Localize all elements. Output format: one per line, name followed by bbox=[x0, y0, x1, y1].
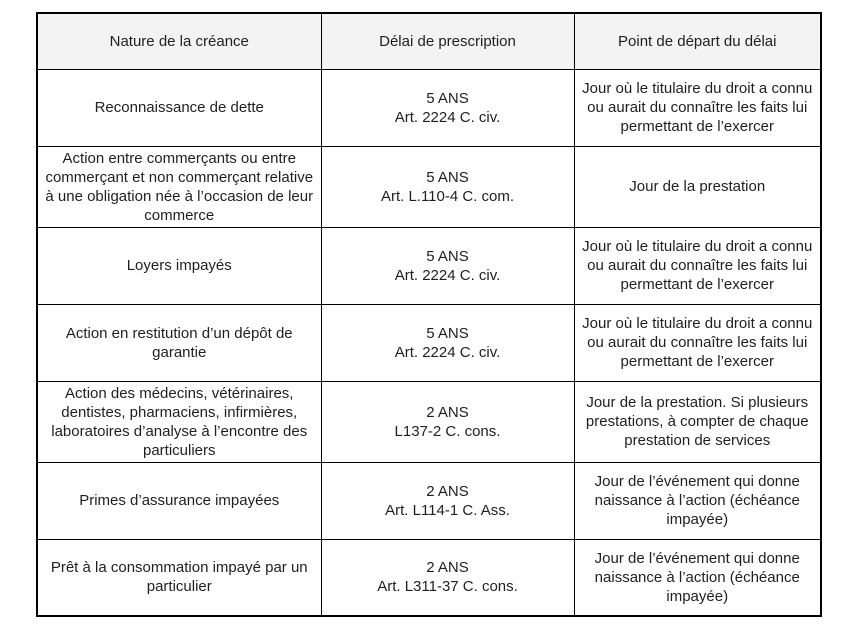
table-header bbox=[37, 13, 821, 69]
delai-duration: 5 ANS bbox=[426, 324, 469, 342]
cell-delai-de-prescription bbox=[321, 69, 574, 146]
table-row bbox=[37, 539, 821, 616]
delai-duration: 5 ANS bbox=[426, 89, 469, 107]
cell-point-de-depart: Jour de l’événement qui donne naissance à l’action (échéance impayée) bbox=[574, 539, 821, 616]
delai-article-reference: L137-2 C. cons. bbox=[394, 422, 501, 440]
header-row bbox=[37, 13, 821, 69]
cell-delai-de-prescription bbox=[321, 227, 574, 304]
delai-duration: 2 ANS bbox=[426, 403, 469, 421]
table-row bbox=[37, 146, 821, 227]
delai-article-reference: Art. 2224 C. civ. bbox=[394, 108, 501, 126]
prescription-table bbox=[36, 12, 822, 617]
delai-duration: 2 ANS bbox=[426, 559, 469, 577]
cell-nature-de-la-creance: Action des médecins, vétérinaires, dentistes, pharmaciens, infirmières, laboratoires d’analyse à l’encontre des particuliers bbox=[37, 381, 321, 462]
cell-delai-de-prescription bbox=[321, 539, 574, 616]
cell-point-de-depart: Jour où le titulaire du droit a connu ou aurait du connaître les faits lui permettant de l’exercer bbox=[574, 227, 821, 304]
cell-nature-de-la-creance: Reconnaissance de dette bbox=[37, 69, 321, 146]
delai-duration: 2 ANS bbox=[426, 482, 469, 500]
cell-nature-de-la-creance: Prêt à la consommation impayé par un particulier bbox=[37, 539, 321, 616]
cell-delai-de-prescription bbox=[321, 304, 574, 381]
delai-article-reference: Art. 2224 C. civ. bbox=[394, 343, 501, 361]
table-row bbox=[37, 69, 821, 146]
cell-nature-de-la-creance: Loyers impayés bbox=[37, 227, 321, 304]
header-nature-de-la-creance: Nature de la créance bbox=[37, 13, 321, 69]
cell-point-de-depart: Jour de la prestation. Si plusieurs prestations, à compter de chaque prestation de services bbox=[574, 381, 821, 462]
header-point-de-depart-du-delai: Point de départ du délai bbox=[574, 13, 821, 69]
delai-article-reference: Art. 2224 C. civ. bbox=[394, 266, 501, 284]
table-row bbox=[37, 462, 821, 539]
table-row bbox=[37, 381, 821, 462]
cell-delai-de-prescription bbox=[321, 462, 574, 539]
delai-duration: 5 ANS bbox=[426, 247, 469, 265]
table-row bbox=[37, 304, 821, 381]
cell-point-de-depart: Jour de l’événement qui donne naissance à l’action (échéance impayée) bbox=[574, 462, 821, 539]
cell-nature-de-la-creance: Action en restitution d’un dépôt de garantie bbox=[37, 304, 321, 381]
cell-delai-de-prescription bbox=[321, 146, 574, 227]
delai-article-reference: Art. L.110-4 C. com. bbox=[380, 187, 515, 205]
table-row bbox=[37, 227, 821, 304]
cell-point-de-depart: Jour où le titulaire du droit a connu ou aurait du connaître les faits lui permettant de l’exercer bbox=[574, 304, 821, 381]
header-delai-de-prescription: Délai de prescription bbox=[321, 13, 574, 69]
cell-point-de-depart: Jour où le titulaire du droit a connu ou aurait du connaître les faits lui permettant de l’exercer bbox=[574, 69, 821, 146]
table-body bbox=[37, 69, 821, 616]
cell-delai-de-prescription bbox=[321, 381, 574, 462]
cell-nature-de-la-creance: Primes d’assurance impayées bbox=[37, 462, 321, 539]
delai-article-reference: Art. L311-37 C. cons. bbox=[377, 578, 518, 596]
delai-article-reference: Art. L114-1 C. Ass. bbox=[385, 501, 510, 519]
cell-nature-de-la-creance: Action entre commerçants ou entre commerçant et non commerçant relative à une obligation née à l’occasion de leur commerce bbox=[37, 146, 321, 227]
delai-duration: 5 ANS bbox=[426, 168, 469, 186]
cell-point-de-depart: Jour de la prestation bbox=[574, 146, 821, 227]
